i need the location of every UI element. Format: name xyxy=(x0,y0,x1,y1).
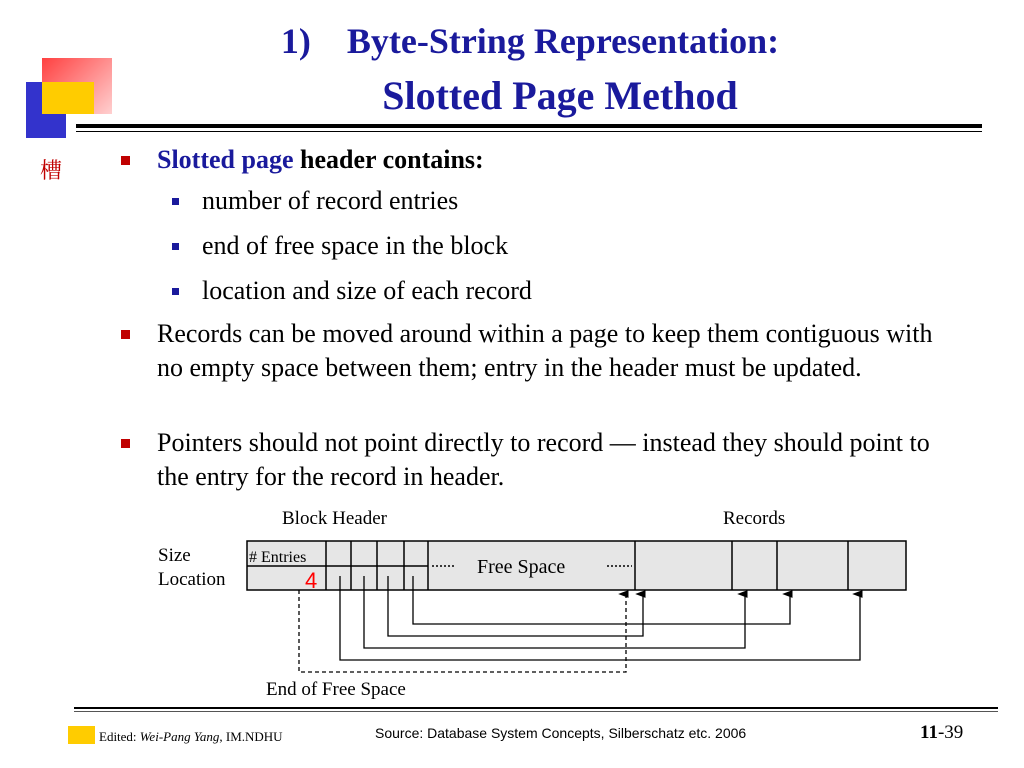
bullet-1-text: header contains: xyxy=(293,145,484,174)
end-of-free-space-label: End of Free Space xyxy=(266,679,406,700)
slide-title-line2: Slotted Page Method xyxy=(382,73,738,118)
size-label: Size xyxy=(158,545,191,566)
bullet-3: Pointers should not point directly to record — instead they should point to the entry for the record in header. xyxy=(157,428,930,491)
block-header-label: Block Header xyxy=(282,508,387,529)
sub-bullet-1: number of record entries xyxy=(202,186,459,215)
records-label: Records xyxy=(723,508,786,529)
footer-source: Source: Database System Concepts, Silberschatz etc. 2006 xyxy=(375,725,747,741)
footer-editor xyxy=(99,729,283,745)
sub-bullet-3: location and size of each record xyxy=(202,276,532,305)
entries-label: # Entries xyxy=(249,549,307,566)
edited-label: Edited: xyxy=(99,729,140,744)
chapter-number: 11 xyxy=(920,722,938,743)
footer-rule-thin xyxy=(74,711,998,712)
free-space-label: Free Space xyxy=(477,556,566,578)
editor-org: , IM.NDHU xyxy=(219,729,283,744)
footer-rule xyxy=(74,707,998,709)
page-number xyxy=(920,722,963,744)
entries-value: 4 xyxy=(305,568,318,593)
editor-name: Wei-Pang Yang xyxy=(139,729,220,744)
slide-number: -39 xyxy=(937,722,964,743)
side-note: 槽 xyxy=(40,158,63,183)
bullet-1-highlight: Slotted page xyxy=(157,145,294,174)
bullet-2: Records can be moved around within a page to keep them contiguous with no empty space between them; entry in the header must be updated. xyxy=(157,319,933,382)
sub-bullet-2: end of free space in the block xyxy=(202,231,509,260)
slide-title-line1: 1) Byte-String Representation: xyxy=(280,21,780,61)
location-label: Location xyxy=(158,569,226,590)
footer-yellow-square xyxy=(68,726,95,744)
